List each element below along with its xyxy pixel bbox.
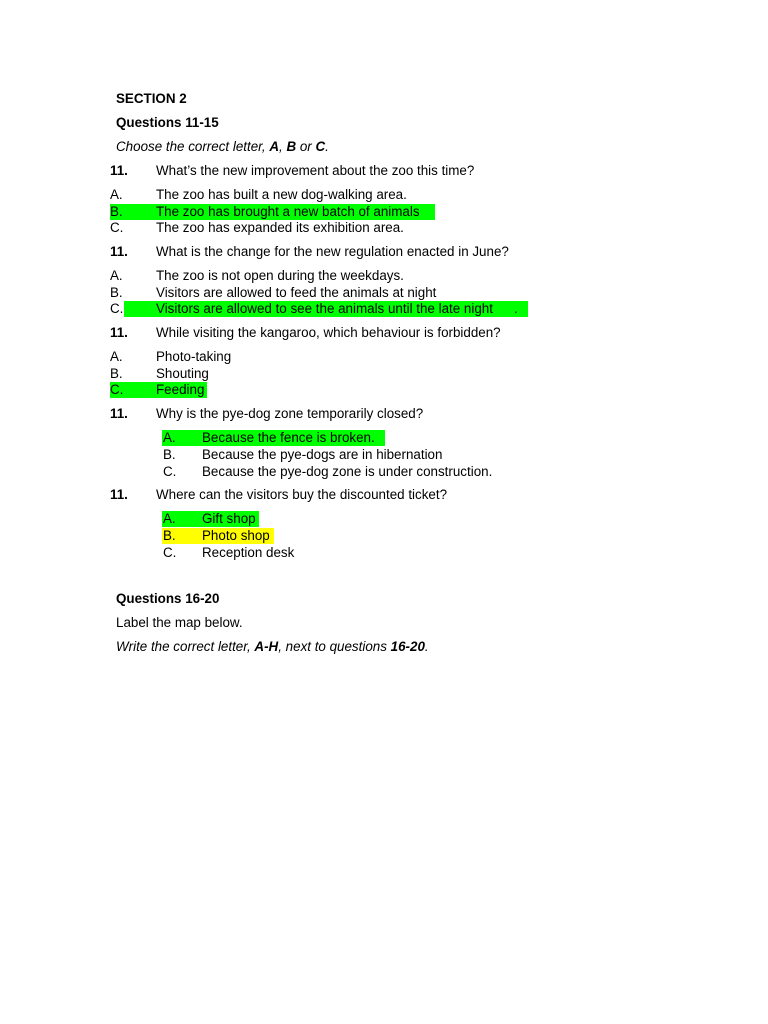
option-text: Because the pye-dogs are in hibernation (202, 447, 443, 462)
option-letter: C. (110, 220, 124, 235)
instruction-letter-c: C (315, 139, 326, 154)
instruction-range: A-H (254, 639, 279, 654)
option-letter: A. (110, 268, 123, 283)
option-letter: A. (110, 187, 123, 202)
option-letter: A. (163, 511, 176, 526)
option-text: The zoo has expanded its exhibition area. (156, 220, 404, 235)
instruction-letter-b: B (286, 139, 297, 154)
instruction-text: Choose the correct letter, (116, 139, 270, 154)
option-text: Reception desk (202, 545, 295, 560)
option-letter: A. (110, 349, 123, 364)
option-row (110, 220, 450, 236)
option-letter: B. (163, 447, 176, 462)
option-letter: C. (163, 464, 177, 479)
instruction-questions: 16-20 (390, 639, 425, 654)
part2-line: Label the map below. (116, 615, 243, 630)
option-row-highlighted (162, 430, 385, 446)
option-letter: A. (163, 430, 176, 445)
option-row (162, 464, 522, 480)
option-row (110, 366, 310, 382)
option-text: Visitors are allowed to feed the animals at night (156, 285, 437, 300)
question-text: While visiting the kangaroo, which behaviour is forbidden? (156, 325, 501, 340)
option-letter: C. (110, 382, 124, 397)
option-row (110, 187, 450, 203)
option-text: Visitors are allowed to see the animals until the late night (124, 301, 528, 317)
option-text: Photo shop (202, 528, 270, 543)
question-text: What’s the new improvement about the zoo this time? (156, 163, 475, 178)
option-letter: B. (163, 528, 176, 543)
instruction-text: . (325, 139, 329, 154)
option-text: Because the fence is broken. (202, 430, 375, 445)
instruction-text: Write the correct letter, (116, 639, 255, 654)
instruction-text: , next to questions (278, 639, 391, 654)
option-text: Because the pye-dog zone is under construction. (202, 464, 493, 479)
option-letter: B. (110, 366, 123, 381)
part1-instruction (116, 139, 329, 155)
question-text: What is the change for the new regulation enacted in June? (156, 244, 509, 259)
option-text: Photo-taking (156, 349, 232, 364)
option-text: Feeding (156, 382, 205, 397)
option-row (162, 545, 362, 561)
instruction-text: . (424, 639, 429, 654)
option-text: Gift shop (202, 511, 256, 526)
question-number: 11. (110, 487, 128, 502)
option-text: The zoo is not open during the weekdays. (156, 268, 404, 283)
part1-heading: Questions 11-15 (116, 115, 219, 130)
option-row (110, 349, 310, 365)
question-text: Why is the pye-dog zone temporarily closed? (156, 406, 424, 421)
option-row-highlighted (110, 382, 207, 398)
option-text: The zoo has built a new dog-walking area. (156, 187, 407, 202)
option-row-highlighted (162, 528, 274, 544)
option-suffix: . (514, 301, 518, 316)
option-row (162, 447, 502, 463)
question-number: 11. (110, 325, 128, 340)
option-letter: C. (110, 301, 124, 316)
part2-instruction (116, 639, 429, 655)
section-title: SECTION 2 (116, 91, 187, 106)
option-row (110, 268, 470, 284)
question-number: 11. (110, 406, 128, 421)
question-number: 11. (110, 244, 128, 259)
instruction-text: , (279, 139, 287, 154)
option-row-highlighted (110, 204, 435, 220)
option-letter: B. (110, 285, 123, 300)
option-letter: C. (163, 545, 177, 560)
question-number: 11. (110, 163, 128, 178)
option-row-highlighted (162, 511, 259, 527)
instruction-text: or (296, 139, 316, 154)
question-text: Where can the visitors buy the discounted ticket? (156, 487, 448, 502)
option-text: The zoo has brought a new batch of animals (156, 204, 420, 219)
part2-heading: Questions 16-20 (116, 591, 220, 606)
option-text: Shouting (156, 366, 209, 381)
option-letter: B. (110, 204, 123, 219)
instruction-letter-a: A (269, 139, 279, 154)
option-row-highlighted (110, 301, 530, 317)
option-row (110, 285, 470, 301)
